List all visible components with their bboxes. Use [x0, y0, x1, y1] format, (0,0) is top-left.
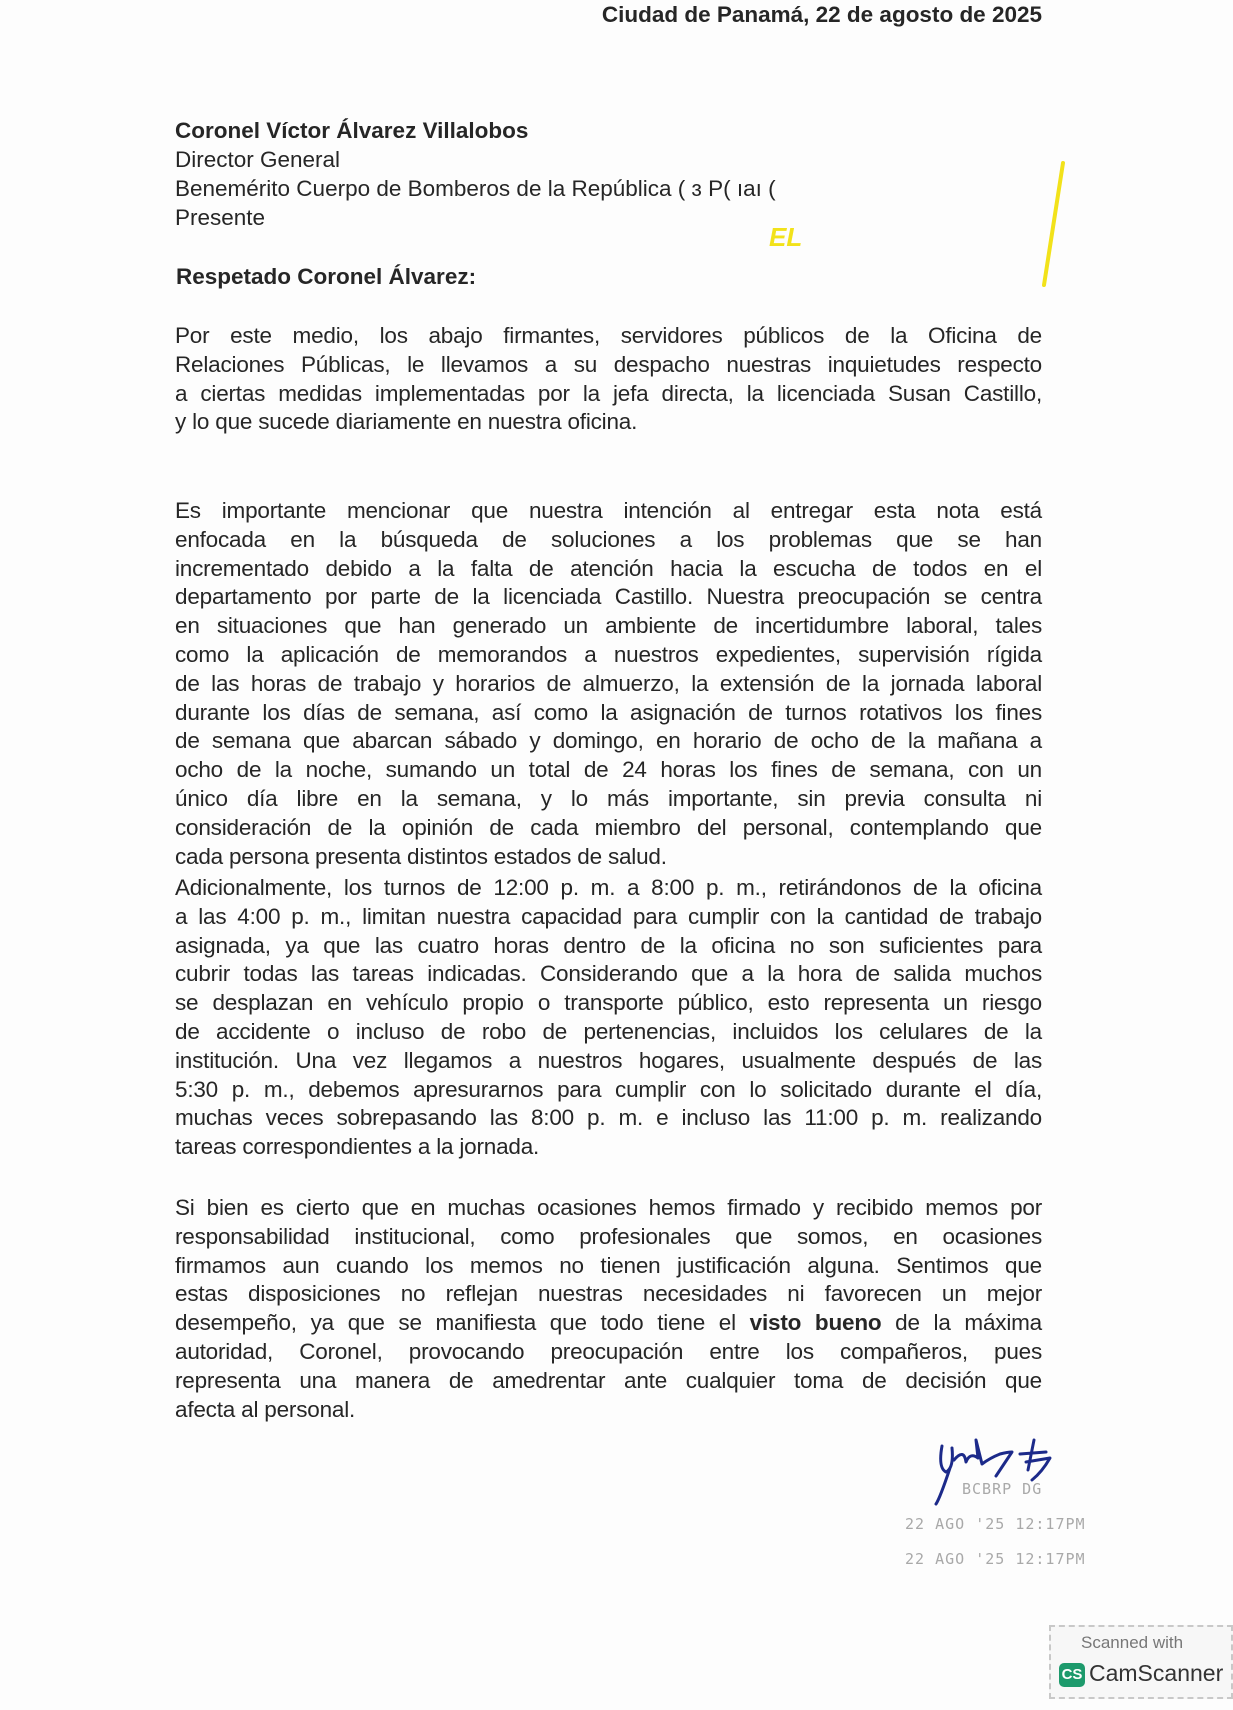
text-line: de semana que abarcan sábado y domingo, en horario de ocho de la mañana a: [175, 728, 1042, 754]
watermark-brand: CamScanner: [1089, 1660, 1224, 1686]
recipient-title: Director General: [175, 147, 341, 172]
text-line: de accidente o incluso de robo de pertenencias, incluidos los celulares de la: [175, 1018, 1042, 1044]
text-line: 5:30 p. m., debemos apresurarnos para cumplir con lo solicitado durante el día,: [175, 1076, 1042, 1102]
text-line: tareas correspondientes a la jornada.: [175, 1134, 540, 1160]
text-line: y lo que sucede diariamente en nuestra oficina.: [175, 409, 638, 435]
watermark-text: Scanned with: [1081, 1633, 1184, 1652]
recipient-institution: Benemérito Cuerpo de Bomberos de la República ( ɜ P( ıaı (: [175, 176, 776, 201]
text-segment: desempeño, ya que se manifiesta que todo tiene el: [175, 1310, 750, 1336]
paragraph-4: [175, 1194, 1042, 1424]
text-segment: de la máxima: [881, 1310, 1042, 1336]
greeting: Respetado Coronel Álvarez:: [176, 264, 477, 289]
camscanner-logo-icon: CS: [1059, 1663, 1085, 1687]
text-line: como la aplicación de memorandos a nuestros expedientes, supervisión rígida: [175, 641, 1042, 667]
text-line: en situaciones que han generado un ambiente de incertidumbre laboral, tales: [175, 613, 1042, 639]
text-line: único día libre en la semana, y lo más importante, sin previa consulta ni: [175, 785, 1042, 811]
text-line: cada persona presenta distintos estados de salud.: [175, 843, 667, 869]
received-stamp-2: 22 AGO '25 12:17PM: [905, 1515, 1086, 1533]
text-line: responsabilidad institucional, como profesionales que somos, en ocasiones: [175, 1223, 1042, 1249]
text-line: Si bien es cierto que en muchas ocasiones hemos firmado y recibido memos por: [175, 1195, 1042, 1220]
text-line: incrementado debido a la falta de atención hacia la escucha de todos en el: [175, 555, 1042, 581]
text-line: enfocada en la búsqueda de soluciones a los problemas que se han: [175, 526, 1042, 552]
recipient-block: [175, 116, 776, 232]
text-line: representa una manera de amedrentar ante cualquier toma de decisión que: [175, 1367, 1042, 1393]
text-line: institución. Una vez llegamos a nuestros hogares, usualmente después de las: [175, 1047, 1042, 1073]
bold-text: visto bueno: [749, 1310, 882, 1336]
text-line: durante los días de semana, así como la asignación de turnos rotativos los fines: [175, 699, 1042, 725]
received-stamp-1: 22 AGO '25 12:17PM: [905, 1550, 1086, 1568]
recipient-name: Coronel Víctor Álvarez Villalobos: [175, 118, 529, 143]
yellow-overlay-mark: EL: [769, 222, 803, 252]
text-line: muchas veces sobrepasando las 8:00 p. m. e incluso las 11:00 p. m. realizando: [175, 1105, 1042, 1131]
text-line: a ciertas medidas implementadas por la jefa directa, la licenciada Susan Castillo,: [175, 380, 1042, 406]
text-line: Por este medio, los abajo firmantes, servidores públicos de la Oficina de: [175, 323, 1042, 348]
text-line: ocho de la noche, sumando un total de 24 horas los fines de semana, con un: [175, 757, 1042, 783]
camscanner-watermark: [1049, 1625, 1233, 1699]
yellow-highlight-stroke: [1030, 155, 1075, 295]
paragraph-3: [175, 874, 1042, 1162]
paragraph-2: [175, 497, 1042, 871]
paragraph-1: [175, 322, 1042, 437]
place-date: Ciudad de Panamá, 22 de agosto de 2025: [601, 2, 1042, 27]
presente: Presente: [175, 205, 266, 230]
text-line: asignada, ya que las cuatro horas dentro de la oficina no son suficientes para: [175, 932, 1042, 958]
text-line: a las 4:00 p. m., limitan nuestra capacidad para cumplir con la cantidad de trabajo: [175, 903, 1042, 929]
text-line: Es importante mencionar que nuestra intención al entregar esta nota está: [175, 498, 1042, 523]
office-stamp: BCBRP DG: [962, 1480, 1043, 1498]
text-line: afecta al personal.: [175, 1396, 356, 1422]
text-line: cubrir todas las tareas indicadas. Considerando que a la hora de salida muchos: [175, 961, 1042, 987]
text-line: Adicionalmente, los turnos de 12:00 p. m. a 8:00 p. m., retirándonos de la oficina: [175, 875, 1042, 900]
text-line: autoridad, Coronel, provocando preocupación entre los compañeros, pues: [175, 1338, 1042, 1364]
text-line: [175, 1309, 1042, 1338]
text-line: se desplazan en vehículo propio o transporte público, esto representa un riesgo: [175, 990, 1042, 1016]
text-line: consideración de la opinión de cada miembro del personal, contemplando que: [175, 814, 1042, 840]
text-line: firmamos aun cuando los memos no tienen justificación alguna. Sentimos que: [175, 1252, 1042, 1278]
text-line: de las horas de trabajo y horarios de almuerzo, la extensión de la jornada laboral: [175, 670, 1042, 696]
text-line: departamento por parte de la licenciada Castillo. Nuestra preocupación se centra: [175, 584, 1042, 610]
text-line: estas disposiciones no reflejan nuestras necesidades ni favorecen un mejor: [175, 1281, 1042, 1307]
text-line: Relaciones Públicas, le llevamos a su despacho nuestras inquietudes respecto: [175, 351, 1042, 377]
